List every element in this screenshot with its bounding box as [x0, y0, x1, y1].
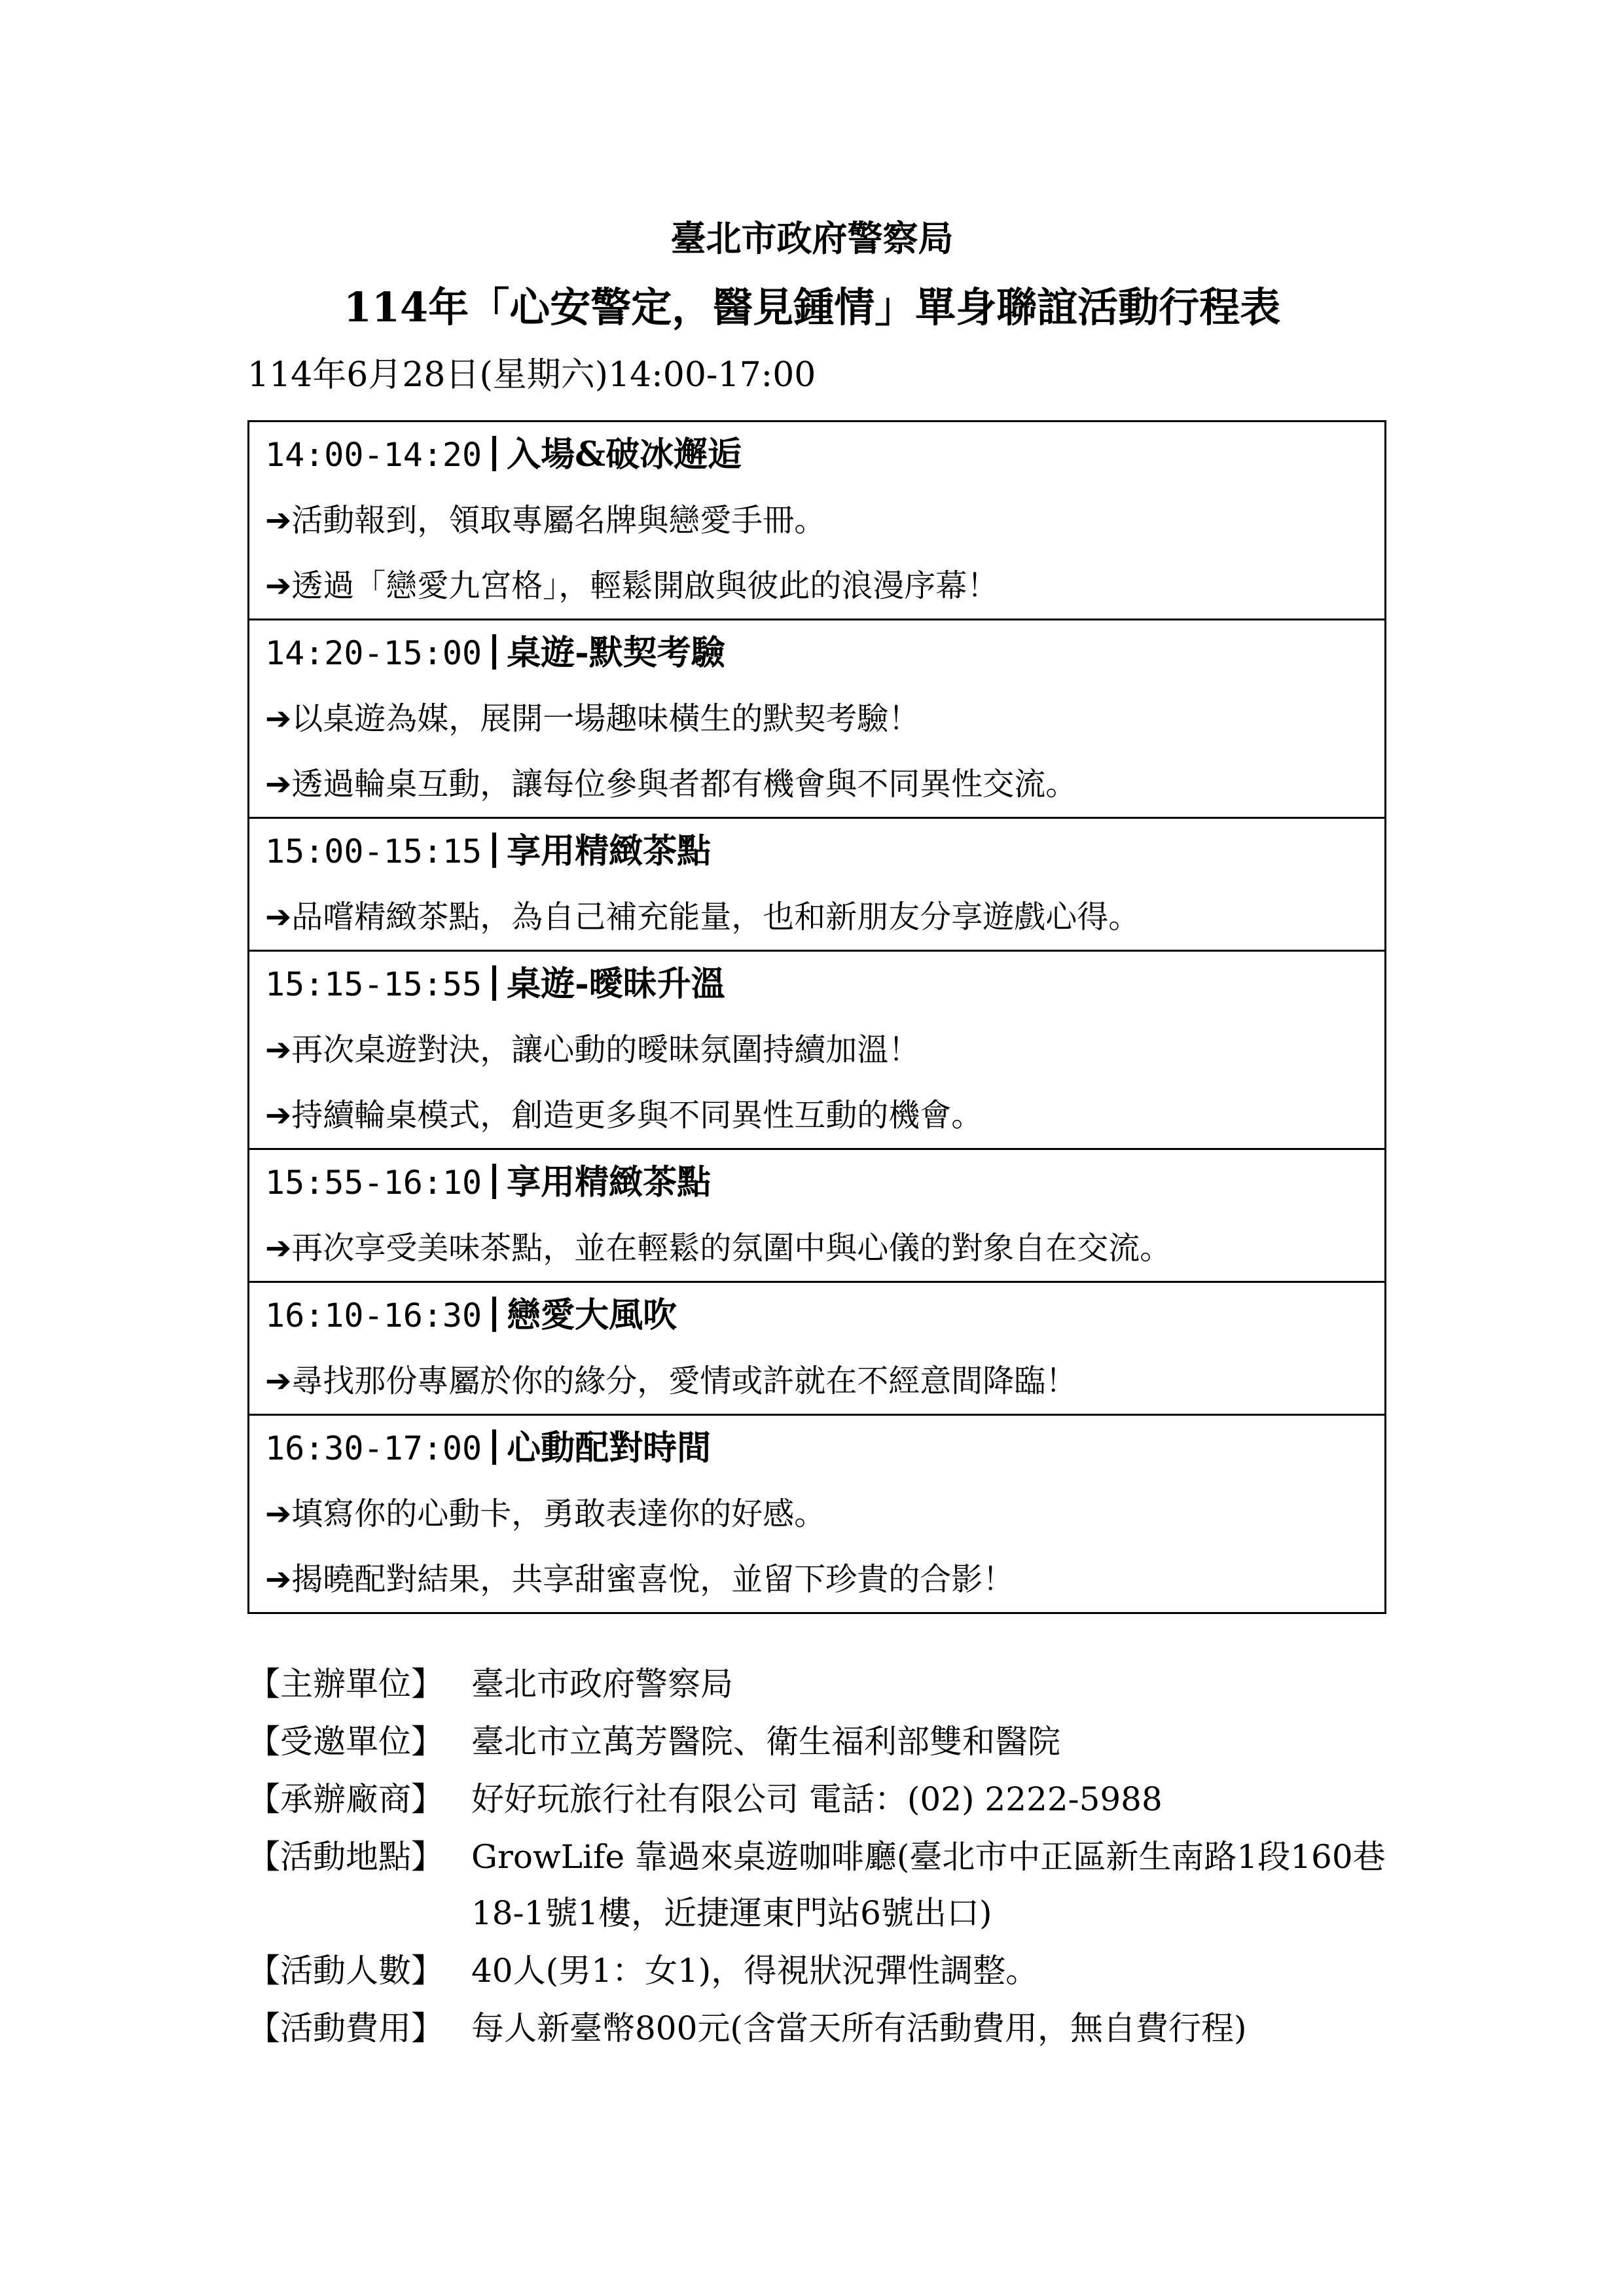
block-name: 享用精緻茶點: [507, 1162, 712, 1202]
block-time: 16:10-16:30: [265, 1297, 482, 1335]
block-item: ➔填寫你的心動卡，勇敢表達你的好感。: [265, 1496, 826, 1532]
separator-bar: [492, 634, 496, 670]
info-fee: [247, 2000, 1413, 2056]
info-value: 臺北市政府警察局: [471, 1665, 733, 1703]
schedule-block: [249, 619, 1384, 817]
schedule-block: [249, 1148, 1384, 1281]
block-header: [265, 1150, 1369, 1215]
block-item: ➔尋找那份專屬於你的緣分，愛情或許就在不經意間降臨！: [265, 1363, 1077, 1399]
info-label: 【主辦單位】: [247, 1665, 444, 1703]
block-time: 15:15-15:55: [265, 965, 482, 1003]
separator-bar: [492, 436, 496, 471]
block-name: 桌遊-默契考驗: [507, 633, 725, 673]
block-header: [265, 952, 1369, 1017]
info-label: 【活動費用】: [247, 2009, 444, 2047]
info-organizer: [247, 1656, 1413, 1712]
info-value: 臺北市立萬芳醫院、衛生福利部雙和醫院: [471, 1723, 1060, 1761]
block-item: ➔再次桌遊對決，讓心動的曖昧氛圍持續加溫！: [265, 1031, 920, 1068]
info-participants: [247, 1943, 1413, 1999]
info-label: 【受邀單位】: [247, 1723, 444, 1761]
info-value: 每人新臺幣800元(含當天所有活動費用，無自費行程): [471, 2009, 1247, 2047]
separator-bar: [492, 833, 496, 868]
block-name: 心動配對時間: [507, 1428, 712, 1468]
info-label: 【承辦廠商】: [247, 1780, 444, 1818]
block-time: 14:00-14:20: [265, 436, 482, 474]
event-date: 114年6月28日(星期六)14:00-17:00: [247, 355, 816, 395]
schedule-block: [249, 1281, 1384, 1414]
block-item: ➔透過輪桌互動，讓每位參與者都有機會與不同異性交流。: [265, 766, 1077, 802]
schedule-block: [249, 1414, 1384, 1612]
event-info: [247, 1656, 1413, 2058]
separator-bar: [492, 965, 496, 1001]
schedule-block: [249, 817, 1384, 950]
block-name: 戀愛大風吹: [507, 1295, 677, 1335]
block-item: ➔持續輪桌模式，創造更多與不同異性互動的機會。: [265, 1097, 983, 1134]
block-header: [265, 620, 1369, 686]
document-title: 114年「心安警定，醫見鍾情」單身聯誼活動行程表: [343, 283, 1281, 331]
block-item: ➔再次享受美味茶點，並在輕鬆的氛圍中與心儀的對象自在交流。: [265, 1230, 1172, 1266]
separator-bar: [492, 1164, 496, 1199]
info-label: 【活動人數】: [247, 1952, 444, 1990]
block-header: [265, 819, 1369, 884]
info-contractor: [247, 1771, 1413, 1827]
info-venue: [247, 1829, 1413, 1941]
separator-bar: [492, 1429, 496, 1465]
block-item: ➔活動報到，領取專屬名牌與戀愛手冊。: [265, 502, 826, 539]
schedule-block: [249, 950, 1384, 1148]
block-header: [265, 422, 1369, 488]
block-time: 14:20-15:00: [265, 634, 482, 672]
block-header: [265, 1283, 1369, 1348]
info-invited: [247, 1713, 1413, 1770]
block-item: ➔揭曉配對結果，共享甜蜜喜悅，並留下珍貴的合影！: [265, 1561, 1015, 1598]
info-label: 【活動地點】: [247, 1838, 444, 1876]
block-name: 入場&破冰邂逅: [507, 435, 742, 475]
schedule-table: [247, 420, 1386, 1614]
block-item: ➔以桌遊為媒，展開一場趣味橫生的默契考驗！: [265, 700, 920, 737]
block-time: 15:55-16:10: [265, 1164, 482, 1202]
block-time: 15:00-15:15: [265, 833, 482, 870]
info-value: 40人(男1：女1)，得視狀況彈性調整。: [471, 1952, 1039, 1990]
info-value: 好好玩旅行社有限公司 電話：(02) 2222-5988: [471, 1780, 1163, 1818]
schedule-block: [249, 422, 1384, 619]
block-name: 桌遊-曖昧升溫: [507, 964, 725, 1004]
block-item: ➔品嚐精緻茶點，為自己補充能量，也和新朋友分享遊戲心得。: [265, 899, 1140, 935]
info-value: GrowLife 靠過來桌遊咖啡廳(臺北市中正區新生南路1段160巷18-1號1樓，近捷運東門站6號出口): [471, 1838, 1386, 1932]
block-time: 16:30-17:00: [265, 1429, 482, 1467]
block-header: [265, 1416, 1369, 1481]
block-item: ➔透過「戀愛九宮格」，輕鬆開啟與彼此的浪漫序幕！: [265, 567, 999, 604]
block-name: 享用精緻茶點: [507, 831, 712, 871]
org-heading: 臺北市政府警察局: [670, 217, 954, 259]
separator-bar: [492, 1297, 496, 1332]
